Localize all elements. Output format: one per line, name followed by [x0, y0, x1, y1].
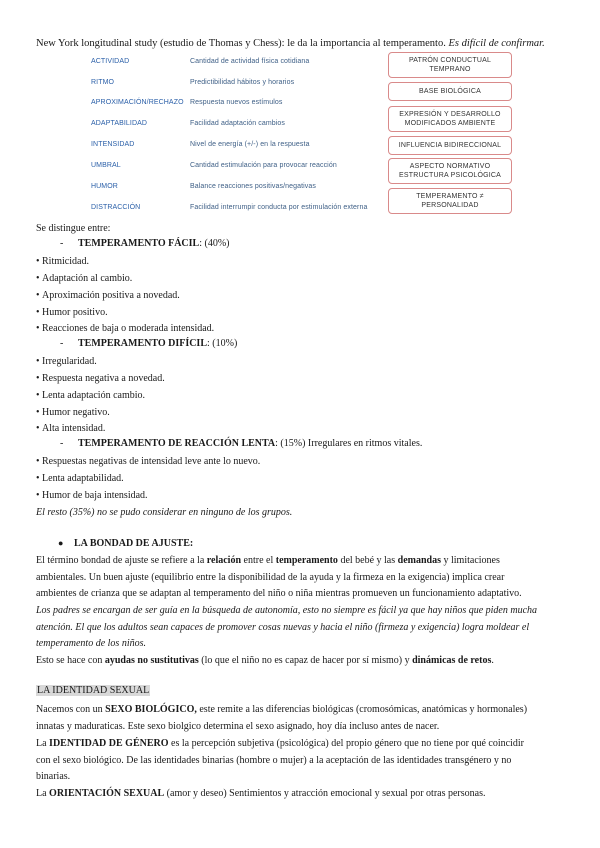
list-item: • Irregularidad. [36, 354, 97, 371]
intro-text: New York longitudinal study (estudio de Thomas y Chess): le da la importancia al temperamento. [36, 38, 449, 49]
intro-line [36, 38, 545, 49]
text-run: y limitaciones [441, 555, 500, 566]
list-item: • Humor positivo. [36, 305, 108, 322]
text-run: ORIENTACIÓN SEXUAL [49, 788, 165, 799]
lenta-title: TEMPERAMENTO DE REACCIÓN LENTA [78, 438, 276, 449]
characteristic-box: EXPRESIÓN Y DESARROLLO MODIFICADOS AMBIENTE [388, 106, 512, 132]
text-run: El término bondad de ajuste se refiere a la [36, 555, 207, 566]
trait-name: APROXIMACIÓN/RECHAZO [91, 99, 184, 106]
list-item: • Ritmicidad. [36, 254, 89, 271]
facil-title: TEMPERAMENTO FÁCIL [78, 238, 200, 249]
text-run: este remite a las diferencias biológicas (cromosómicas, anatómicas y hormonales) [196, 704, 528, 715]
trait-desc: Predictibilidad hábitos y horarios [190, 79, 295, 86]
text-run: . [491, 655, 494, 666]
characteristic-box: TEMPERAMENTO ≠ PERSONALIDAD [388, 188, 512, 214]
text-line: con el sexo biológico. De las identidades binarias (hombre o mujer) a la aceptación de las identidades transgénero y no [36, 754, 512, 766]
identidad-paragraph-2 [36, 736, 566, 786]
text-line: temperamento de los niños. [36, 638, 146, 650]
text-run: relación [206, 555, 242, 566]
bondad-heading: ● LA BONDAD DE AJUSTE: [58, 538, 194, 549]
text-run: ayudas no sustitutivas [104, 655, 199, 666]
dificil-title: TEMPERAMENTO DIFÍCIL [78, 338, 207, 349]
list-item: • Humor negativo. [36, 405, 110, 422]
text-run: Esto se hace con [36, 655, 105, 666]
trait-desc: Facilidad interrumpir conducta por estimulación externa [190, 204, 368, 211]
text-run: (amor y deseo) Sentimientos y atracción emocional y sexual por otras personas. [164, 788, 486, 799]
text-run: demandas [397, 555, 441, 566]
lenta-pct: : (15%) Irregulares en ritmos vitales. [275, 438, 423, 449]
trait-name: ADAPTABILIDAD [91, 120, 148, 127]
bondad-paragraph-2 [36, 603, 566, 653]
text-run: La [36, 788, 50, 799]
list-item: • Lenta adaptabilidad. [36, 471, 124, 488]
trait-name: UMBRAL [91, 162, 121, 169]
identidad-heading: LA IDENTIDAD SEXUAL [37, 685, 150, 696]
dificil-pct: : (10%) [207, 338, 238, 349]
trait-name: RITMO [91, 79, 115, 86]
bondad-paragraph-1 [36, 553, 566, 603]
trait-name: HUMOR [91, 183, 118, 190]
trait-desc: Cantidad de actividad física cotidiana [190, 58, 310, 65]
list-item: • Aproximación positiva a novedad. [36, 288, 180, 305]
text-run: entre el [241, 555, 276, 566]
trait-desc: Respuesta nuevos estímulos [190, 99, 283, 106]
text-run: Nacemos con un [36, 704, 106, 715]
trait-desc: Cantidad estimulación para provocar reacción [190, 162, 337, 169]
text-line: Los padres se encargan de ser guía en la búsqueda de autonomía, esto no siempre es fácil ya que hay niños que piden mucha [36, 605, 538, 616]
characteristic-box: PATRÓN CONDUCTUAL TEMPRANO [388, 52, 512, 78]
trait-name: ACTIVIDAD [91, 58, 130, 65]
text-line: ambientales. Un buen ajuste (equilibrio entre la disponibilidad de la ayuda y la firmeza en la exigencia) implica crear [36, 571, 505, 583]
list-item: • Lenta adaptación cambio. [36, 388, 145, 405]
bondad-paragraph-3 [36, 653, 566, 670]
facil-heading: - TEMPERAMENTO FÁCIL: (40%) [60, 238, 230, 249]
list-item: • Adaptación al cambio. [36, 271, 132, 288]
trait-name: DISTRACCIÓN [91, 204, 141, 211]
trait-name: INTENSIDAD [91, 141, 135, 148]
text-run: La [36, 738, 50, 749]
text-run: IDENTIDAD DE GÉNERO [49, 738, 169, 749]
resto-note: El resto (35%) no se pudo considerar en ninguno de los grupos. [36, 507, 293, 518]
text-line: binarias. [36, 771, 71, 783]
text-run: es la percepción subjetiva (psicológica) del propio género que no tiene por qué coincidir [168, 738, 524, 749]
text-run: SEXO BIOLÓGICO, [105, 704, 197, 715]
characteristic-box: ASPECTO NORMATIVO ESTRUCTURA PSICOLÓGICA [388, 158, 512, 184]
trait-desc: Nivel de energía (+/-) en la respuesta [190, 141, 310, 148]
text-line: ambientes de crianza que se adaptan al temperamento del niño o niña mientras promueven un funcionamiento adaptativo. [36, 588, 522, 600]
distinguish-line: Se distingue entre: [36, 223, 111, 234]
identidad-paragraph-3 [36, 786, 566, 803]
list-item: • Alta intensidad. [36, 421, 105, 438]
text-run: del bebé y las [337, 555, 398, 566]
text-run: temperamento [275, 555, 338, 566]
list-item: • Humor de baja intensidad. [36, 488, 148, 505]
list-item: • Reacciones de baja o moderada intensidad. [36, 321, 214, 338]
list-item: • Respuesta negativa a novedad. [36, 371, 165, 388]
intro-italic: Es difícil de confirmar. [448, 38, 545, 49]
lenta-heading: - TEMPERAMENTO DE REACCIÓN LENTA: (15%) Irregulares en ritmos vitales. [60, 438, 423, 449]
list-item: • Respuestas negativas de intensidad leve ante lo nuevo. [36, 454, 260, 471]
trait-desc: Balance reacciones positivas/negativas [190, 183, 316, 190]
text-run: dinámicas de retos [412, 655, 492, 666]
text-line: atención. El que los adultos sean capaces de promover cosas nuevas y hacia el niño (firmeza y exigencia) logra moldear el [36, 621, 530, 633]
text-run: (lo que el niño no es capaz de hacer por sí mismo) y [198, 655, 413, 666]
identidad-paragraph-1 [36, 702, 566, 735]
dificil-heading: - TEMPERAMENTO DIFÍCIL: (10%) [60, 338, 238, 349]
characteristic-box: BASE BIOLÓGICA [388, 82, 512, 101]
text-line: innatas y maduraticas. Este sexo biolgico determina el sexo asignado, hoy día incluso antes de nacer. [36, 720, 440, 732]
characteristic-box: INFLUENCIA BIDIRECCIONAL [388, 136, 512, 155]
trait-desc: Facilidad adaptación cambios [190, 120, 286, 127]
facil-pct: : (40%) [199, 238, 230, 249]
bondad-title: LA BONDAD DE AJUSTE: [74, 538, 194, 549]
